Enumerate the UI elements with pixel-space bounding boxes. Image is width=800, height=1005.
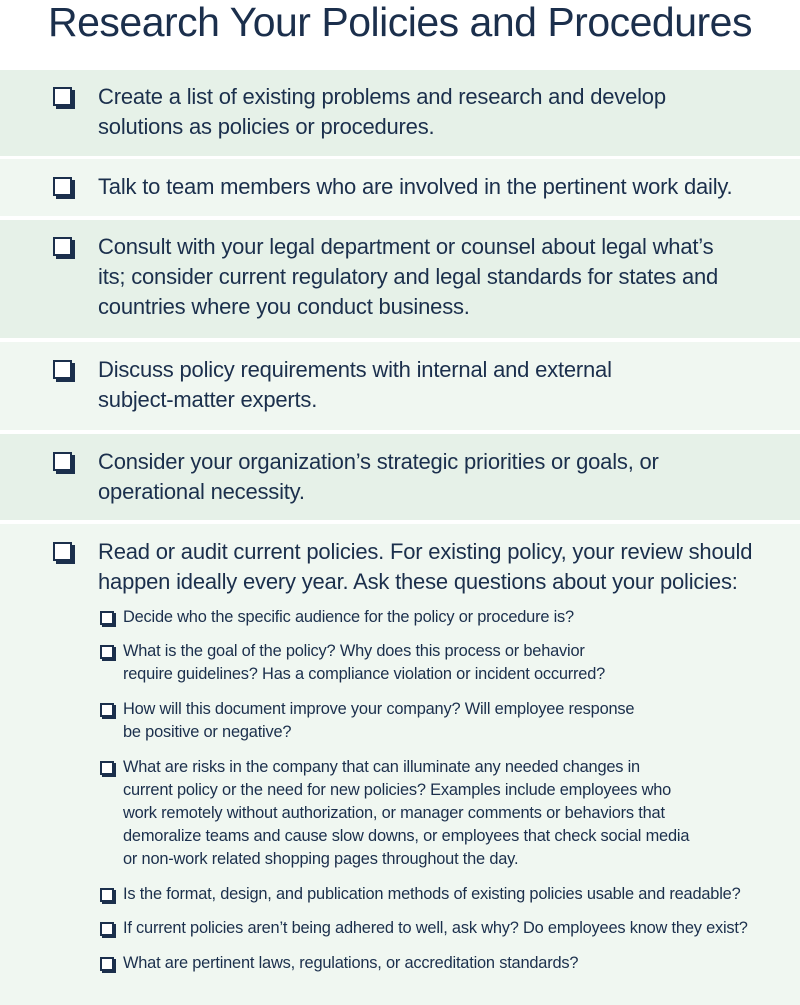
sub-question-text bbox=[123, 917, 788, 940]
text-line: Create a list of existing problems and research and develop bbox=[98, 84, 666, 109]
text-line: Discuss policy requirements with internal and external bbox=[98, 357, 612, 382]
checklist-item-text bbox=[98, 537, 788, 597]
sub-question-text bbox=[123, 606, 788, 629]
sub-question-text bbox=[123, 952, 788, 975]
checklist-row-5 bbox=[0, 434, 800, 520]
text-line: How will this document improve your company? Will employee response bbox=[123, 700, 635, 718]
text-line: its; consider current regulatory and legal standards for states and bbox=[98, 264, 719, 289]
sub-checkbox[interactable] bbox=[100, 922, 114, 936]
text-line: require guidelines? Has a compliance violation or incident occurred? bbox=[123, 665, 606, 683]
sub-checkbox[interactable] bbox=[100, 761, 114, 775]
checkbox[interactable] bbox=[53, 177, 72, 196]
checkbox[interactable] bbox=[53, 452, 72, 471]
text-line: or non-work related shopping pages throughout the day. bbox=[123, 850, 519, 868]
checklist-item-text bbox=[98, 172, 788, 202]
checklist-item-text bbox=[98, 447, 788, 507]
text-line: Consult with your legal department or counsel about legal what’s bbox=[98, 234, 714, 259]
checklist-row-4 bbox=[0, 342, 800, 430]
sub-question-text bbox=[123, 640, 788, 686]
text-line: solutions as policies or procedures. bbox=[98, 114, 435, 139]
sub-checkbox[interactable] bbox=[100, 645, 114, 659]
text-line: work remotely without authorization, or manager comments or behaviors that bbox=[123, 804, 665, 822]
checklist-item-text bbox=[98, 82, 788, 142]
checklist-row-3 bbox=[0, 220, 800, 338]
text-line: operational necessity. bbox=[98, 479, 305, 504]
text-line: What are risks in the company that can illuminate any needed changes in bbox=[123, 758, 640, 776]
checklist-row-6 bbox=[0, 524, 800, 1005]
text-line: subject-matter experts. bbox=[98, 387, 318, 412]
text-line: What are pertinent laws, regulations, or accreditation standards? bbox=[123, 954, 579, 972]
text-line: be positive or negative? bbox=[123, 723, 292, 741]
checkbox[interactable] bbox=[53, 87, 72, 106]
text-line: countries where you conduct business. bbox=[98, 294, 470, 319]
sub-checkbox[interactable] bbox=[100, 957, 114, 971]
sub-question-text bbox=[123, 698, 788, 744]
sub-question-text bbox=[123, 756, 788, 871]
text-line: Decide who the specific audience for the policy or procedure is? bbox=[123, 608, 574, 626]
text-line: Talk to team members who are involved in the pertinent work daily. bbox=[98, 174, 733, 199]
checkbox[interactable] bbox=[53, 542, 72, 561]
text-line: current policy or the need for new policies? Examples include employees who bbox=[123, 781, 672, 799]
text-line: demoralize teams and cause slow downs, or employees that check social media bbox=[123, 827, 690, 845]
text-line: Read or audit current policies. For existing policy, your review should bbox=[98, 539, 753, 564]
text-line: If current policies aren’t being adhered to well, ask why? Do employees know they exist? bbox=[123, 919, 748, 937]
checkbox[interactable] bbox=[53, 237, 72, 256]
text-line: happen ideally every year. Ask these questions about your policies: bbox=[98, 569, 738, 594]
text-line: Is the format, design, and publication methods of existing policies usable and readable? bbox=[123, 885, 741, 903]
text-line: What is the goal of the policy? Why does this process or behavior bbox=[123, 642, 585, 660]
checklist-row-1 bbox=[0, 70, 800, 156]
sub-question-text bbox=[123, 883, 788, 906]
checkbox[interactable] bbox=[53, 360, 72, 379]
checklist-row-2 bbox=[0, 159, 800, 216]
page-title: Research Your Policies and Procedures bbox=[48, 0, 752, 45]
checklist-item-text bbox=[98, 355, 788, 415]
sub-checkbox[interactable] bbox=[100, 888, 114, 902]
sub-checkbox[interactable] bbox=[100, 703, 114, 717]
checklist-item-text bbox=[98, 232, 788, 322]
sub-checkbox[interactable] bbox=[100, 611, 114, 625]
text-line: Consider your organization’s strategic priorities or goals, or bbox=[98, 449, 659, 474]
